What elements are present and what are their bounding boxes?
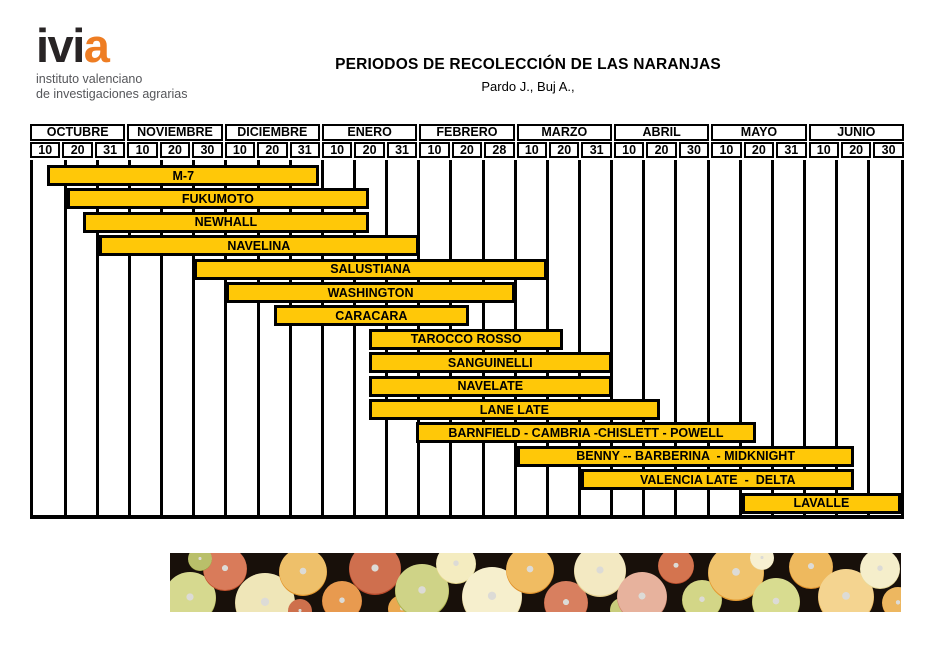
variety-bar-label: M-7 [172, 168, 195, 183]
page-subtitle: Pardo J., Buj A., [481, 79, 575, 94]
citrus-slice [752, 578, 800, 612]
month-cell: NOVIEMBRE [127, 124, 222, 141]
variety-bar-label: SALUSTIANA [330, 262, 411, 277]
day-tick-cell: 20 [257, 142, 287, 158]
day-tick-cell: 10 [225, 142, 255, 158]
day-tick-cell: 28 [484, 142, 514, 158]
plot-area [30, 160, 904, 519]
day-tick-cell: 30 [192, 142, 222, 158]
day-tick-cell: 20 [744, 142, 774, 158]
variety-bar-label: WASHINGTON [327, 285, 414, 300]
month-header-row [30, 124, 904, 141]
variety-bar [416, 422, 757, 443]
variety-bar-label: CARACARA [335, 308, 408, 323]
variety-bar-label: LANE LATE [479, 402, 550, 417]
day-tick-cell: 20 [549, 142, 579, 158]
variety-bar-label: NAVELINA [227, 238, 291, 253]
day-tick-cell: 10 [30, 142, 60, 158]
variety-bar-label: VALENCIA LATE - DELTA [639, 472, 796, 487]
day-tick-cell: 20 [62, 142, 92, 158]
ivia-logo-accent: a [83, 19, 109, 72]
variety-bar [47, 165, 319, 186]
day-tick-cell: 10 [419, 142, 449, 158]
ivia-logo-subtitle-line2: de investigaciones agrarias [36, 87, 188, 102]
month-cell: OCTUBRE [30, 124, 125, 141]
citrus-slice [288, 599, 312, 612]
day-tick-cell: 10 [517, 142, 547, 158]
variety-bar-label: BENNY -- BARBERINA - MIDKNIGHT [576, 449, 795, 464]
grid-line [867, 160, 870, 515]
month-cell: JUNIO [809, 124, 904, 141]
citrus-photo-strip [170, 553, 901, 612]
month-cell: MARZO [517, 124, 612, 141]
variety-bar [194, 259, 548, 280]
title-block [120, 56, 936, 94]
variety-bar [369, 329, 563, 350]
citrus-slice [882, 587, 901, 612]
variety-bar-label: FUKUMOTO [181, 191, 254, 206]
month-cell: MAYO [711, 124, 806, 141]
day-tick-cell: 10 [809, 142, 839, 158]
day-tick-cell: 10 [614, 142, 644, 158]
citrus-slice [279, 553, 327, 596]
day-tick-cell: 20 [354, 142, 384, 158]
citrus-slice [506, 553, 554, 594]
month-cell: FEBRERO [419, 124, 514, 141]
day-tick-cell: 20 [646, 142, 676, 158]
day-tick-cell: 31 [290, 142, 320, 158]
ivia-logo-black: ivi [36, 19, 84, 72]
citrus-slice [860, 553, 900, 589]
month-cell: ABRIL [614, 124, 709, 141]
ivia-logo-subtitle-line1: instituto valenciano [36, 71, 143, 86]
variety-bar [369, 352, 612, 373]
variety-bar [274, 305, 468, 326]
variety-bar-label: LAVALLE [793, 496, 850, 511]
day-tick-cell: 31 [387, 142, 417, 158]
variety-bar-label: NEWHALL [194, 215, 258, 230]
day-tick-row [30, 142, 904, 158]
variety-bar [99, 235, 419, 256]
day-tick-cell: 10 [322, 142, 352, 158]
variety-bar [517, 446, 855, 467]
grid-line [64, 160, 67, 515]
citrus-slice [750, 553, 774, 570]
page-title: PERIODOS DE RECOLECCIÓN DE LAS NARANJAS [335, 56, 721, 73]
variety-bar-label: TAROCCO ROSSO [410, 332, 522, 347]
day-tick-cell: 10 [711, 142, 741, 158]
harvest-gantt-chart [30, 124, 904, 519]
day-tick-cell: 30 [873, 142, 903, 158]
variety-bar-label: BARNFIELD - CAMBRIA -CHISLETT - POWELL [448, 425, 724, 440]
day-tick-cell: 20 [452, 142, 482, 158]
month-cell: ENERO [322, 124, 417, 141]
variety-bar [742, 493, 901, 514]
month-cell: DICIEMBRE [225, 124, 320, 141]
variety-bar-label: NAVELATE [457, 379, 524, 394]
variety-bar [369, 399, 660, 420]
day-tick-cell: 20 [160, 142, 190, 158]
variety-bar [581, 469, 854, 490]
day-tick-cell: 20 [841, 142, 871, 158]
day-tick-cell: 30 [679, 142, 709, 158]
variety-bar [226, 282, 515, 303]
day-tick-cell: 10 [127, 142, 157, 158]
citrus-slice [658, 553, 694, 584]
variety-bar [83, 212, 369, 233]
citrus-slice [617, 572, 667, 612]
day-tick-cell: 31 [95, 142, 125, 158]
variety-bar-label: SANGUINELLI [447, 355, 533, 370]
variety-bar [369, 376, 612, 397]
day-tick-cell: 31 [581, 142, 611, 158]
day-tick-cell: 31 [776, 142, 806, 158]
variety-bar [67, 188, 369, 209]
